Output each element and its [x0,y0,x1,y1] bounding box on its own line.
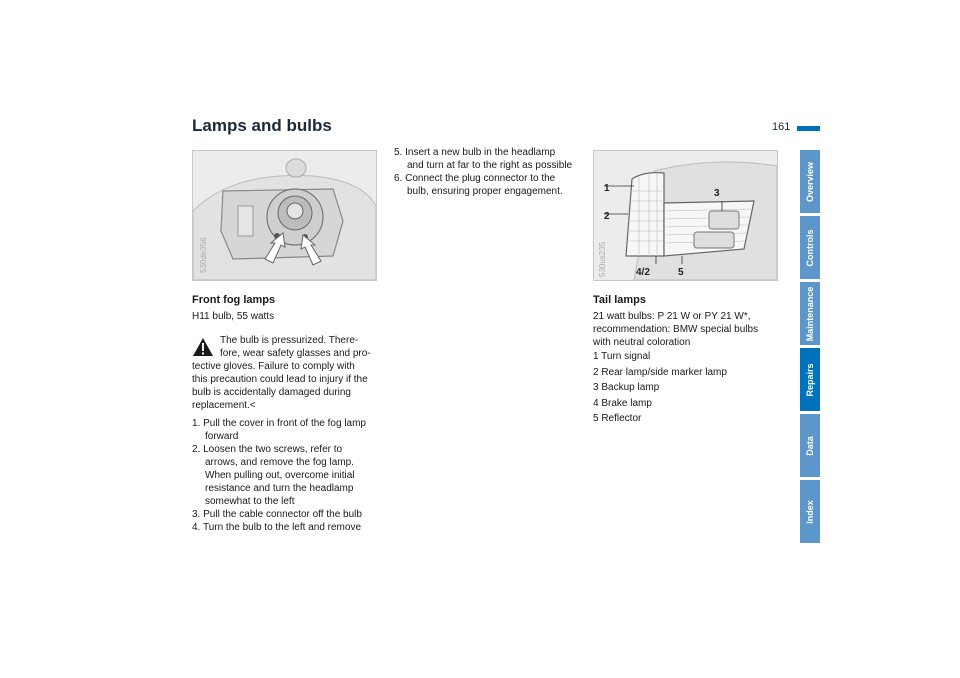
tab-controls[interactable]: Controls [800,216,820,279]
page-number-bar [797,126,820,131]
tab-overview[interactable]: Overview [800,150,820,213]
step-6: 6. Connect the plug connector to the bulb, ensuring proper engagement. [394,173,563,197]
tail-heading: Tail lamps [593,294,646,306]
step-1: 1. Pull the cover in front of the fog lamp forward [192,418,366,442]
tail-legend [593,349,783,427]
warning-icon [192,337,214,357]
page-title: Lamps and bulbs [192,116,332,135]
fog-heading: Front fog lamps [192,294,276,306]
callout-1: 1 [604,183,610,194]
legend-item: 2 Rear lamp/side marker lamp [593,366,727,378]
warning-line: this precaution could lead to injury if the [192,374,368,385]
fog-steps [192,417,382,534]
warning-line: tective gloves. Failure to comply with [192,361,355,372]
tab-data[interactable]: Data [800,414,820,477]
tab-index[interactable]: Index [800,480,820,543]
fog-lamp-illustration [192,150,377,281]
callout-3: 3 [714,188,720,199]
callout-4-2: 4/2 [636,267,650,278]
fog-warning [192,334,382,412]
warning-line: bulb is accidentally damaged during [192,387,351,398]
figure-code: 530de356 [199,237,208,273]
step-3: 3. Pull the cable connector off the bulb [192,509,362,520]
step-2: 2. Loosen the two screws, refer to arrows, and remove the fog lamp. When pulling out, overcome initial resistance and turn the headlamp somewhat to the left [192,444,355,507]
warning-line: The bulb is pressurized. There- [220,335,359,346]
page-number: 161 [772,121,791,133]
tail-lamp-illustration [593,150,778,281]
legend-item: 3 Backup lamp [593,382,660,393]
fog-spec: H11 bulb, 55 watts [192,311,275,322]
fog-lamp-drawing [193,151,376,280]
legend-item: 4 Brake lamp [593,397,652,409]
fog-steps-continued [394,146,584,198]
figure-code: 530us235 [598,241,607,277]
warning-line: fore, wear safety glasses and pro- [220,348,371,359]
section-tabs [800,150,820,546]
callout-5: 5 [678,267,684,278]
callout-2: 2 [604,211,610,222]
legend-item: 1 Turn signal [593,351,651,362]
step-4: 4. Turn the bulb to the left and remove [192,522,362,533]
tail-spec: 21 watt bulbs: P 21 W or PY 21 W*, recommendation: BMW special bulbs with neutral coloration [593,311,759,348]
tail-lamp-drawing [594,151,777,280]
tab-repairs[interactable]: Repairs [800,348,820,411]
step-5: 5. Insert a new bulb in the headlamp and turn at far to the right as possible [394,147,573,171]
warning-line: replacement.< [192,400,256,411]
legend-item: 5 Reflector [593,413,642,424]
tab-maintenance[interactable]: Maintenance [800,282,820,345]
